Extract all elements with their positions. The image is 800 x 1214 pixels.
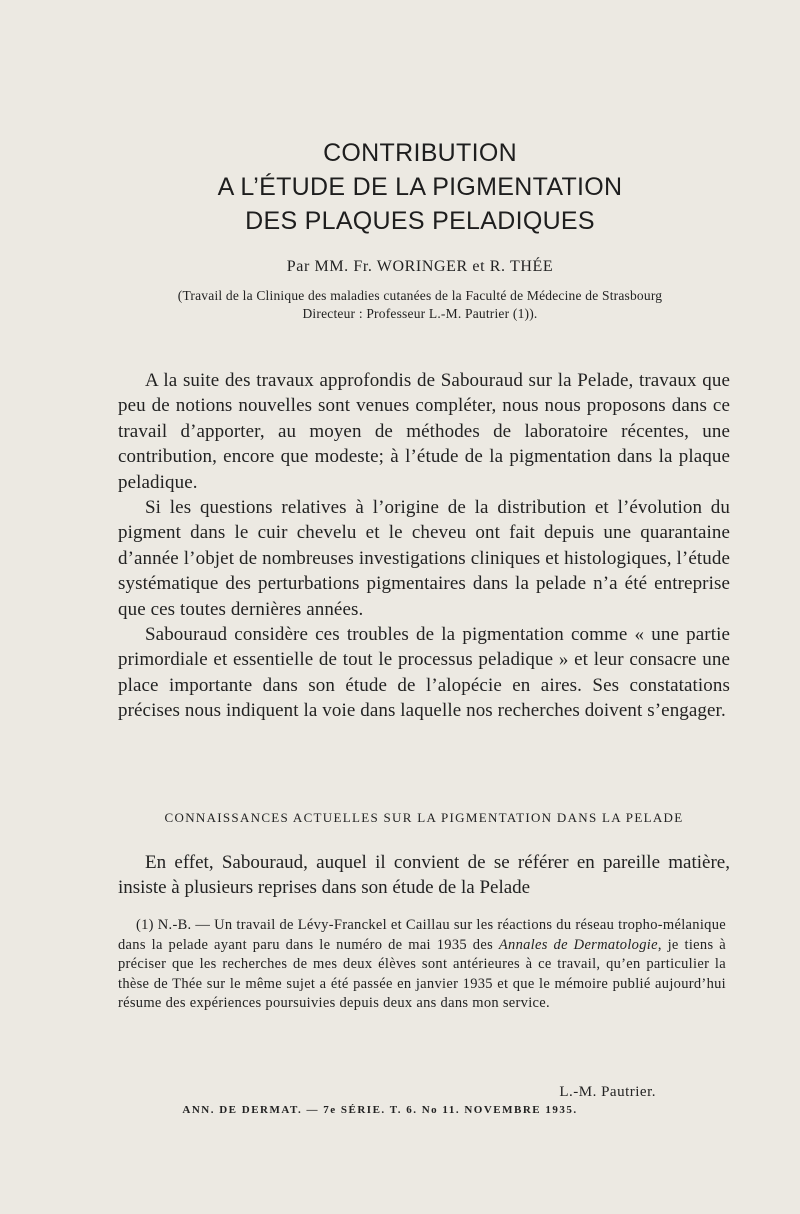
journal-reference: ANN. DE DERMAT. — 7e SÉRIE. T. 6. No 11. NOVEMBRE 1935. (182, 1104, 578, 1116)
paragraph-2: Si les questions relatives à l’origine de la distribution et l’évolution du pigment dans le cuir chevelu et le cheveu ont fait depuis une quarantaine d’année l’objet de nombreuses investigations cliniques et histologiques, l’étude systématique des perturbations pigmentaires dans la pelade n’a été entreprise que ces toutes dernières années. (118, 497, 730, 620)
footnote-text-start: (1) N.-B. — Un travail de Lévy-Franckel et Caillau sur les réactions du réseau tropho-mélanique dans la pelade ayant paru dans le numéro de mai 1935 des (118, 917, 726, 953)
authors-line: Par MM. Fr. WORINGER et R. THÉE (286, 258, 554, 275)
affiliation (120, 287, 720, 323)
footnote (118, 916, 726, 1014)
section-paragraph: En effet, Sabouraud, auquel il convient de se référer en pareille matière, insiste à plusieurs reprises dans son étude de la Pelade (118, 852, 730, 899)
footnote-text-end: , je tiens à préciser que les recherches de mes deux élèves sont antérieures à ce travail, qu’en particulier la thèse de Thée sur le même sujet a été passée en janvier 1935 et que le mémoire publié aujourd’hui résume des expériences poursuivies depuis deux ans dans mon service. (118, 936, 726, 1011)
affiliation-line-2: Directeur : Professeur L.-M. Pautrier (1)). (302, 306, 538, 321)
affiliation-line-1: (Travail de la Clinique des maladies cutanées de la Faculté de Médecine de Strasbourg (177, 288, 663, 303)
section-heading: CONNAISSANCES ACTUELLES SUR LA PIGMENTATION DANS LA PELADE (164, 810, 684, 825)
section-body (118, 850, 730, 901)
title-line-3: DES PLAQUES PELADIQUES (245, 207, 595, 235)
footnote-journal-title: Annales de Dermatologie (498, 936, 658, 953)
paragraph-1: A la suite des travaux approfondis de Sabouraud sur la Pelade, travaux que peu de notions nouvelles sont venues compléter, nous nous proposons dans ce travail d’apporter, au moyen de méthodes de laboratoire récentes, une contribution, encore que modeste; à l’étude de la pigmentation dans la plaque peladique. (118, 370, 730, 493)
paragraph-3: Sabouraud considère ces troubles de la pigmentation comme « une partie primordiale et essentielle de tout le processus peladique » et leur consacre une place importante dans son étude de l’alopécie en aires. Ses constatations précises nous indiquent la voie dans laquelle nos recherches doivent s’engager. (118, 624, 730, 722)
signature: L.-M. Pautrier. (559, 1084, 656, 1100)
footnote-text (118, 916, 726, 1014)
title-line-2: A L’ÉTUDE DE LA PIGMENTATION (217, 173, 623, 201)
title-line-1: CONTRIBUTION (323, 139, 517, 167)
article-body (118, 368, 730, 724)
article-title (120, 136, 720, 238)
